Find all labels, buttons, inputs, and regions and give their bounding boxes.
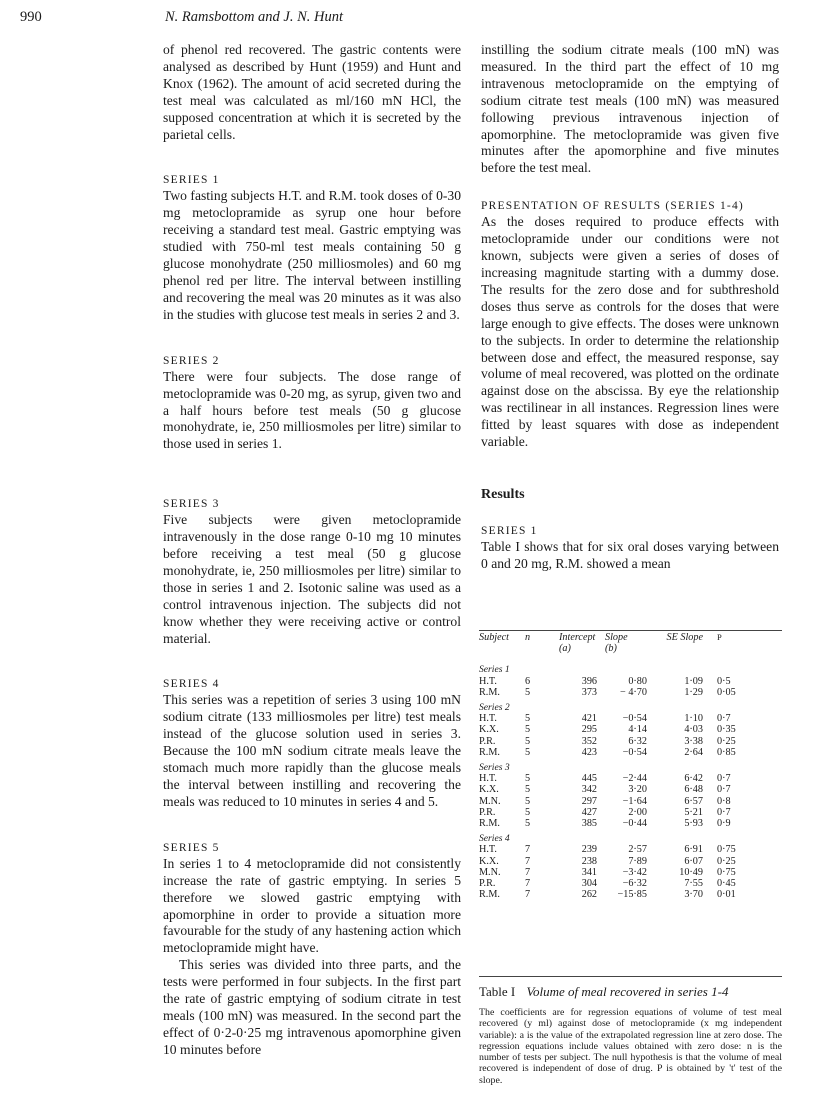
cell-p: 0·7 [717,806,731,818]
cell-se-slope: 1·29 [684,686,703,698]
cell-subject: K.X. [479,784,499,796]
table-row [479,807,782,818]
col-intercept-label: Intercept [559,632,596,643]
cell-slope: 7·89 [628,855,647,867]
cell-p: 0·25 [717,735,736,747]
cell-p: 0·75 [717,844,736,856]
table-footnote-text: The coefficients are for regression equations of volume of test meal recovered (y ml) against dose of metoclopramide (x mg independent variable): a is the value of the extrapolated regression line at zero dose. The regression equations include values obtained with zero dose: n is the number of tests per subject. The null hypothesis is that the volume of meal recovered is independent of dose of drug. P is obtained by 't' test of the slope. [479,1007,782,1086]
cell-intercept: 295 [581,724,597,736]
cell-intercept: 352 [581,735,597,747]
table-1 [479,632,782,900]
cell-intercept: 342 [581,784,597,796]
cell-subject: M.N. [479,866,501,878]
cell-se-slope: 1·09 [684,675,703,687]
cell-subject: R.M. [479,818,500,830]
cell-slope: 2·00 [628,806,647,818]
table-row [479,736,782,747]
cell-intercept: 396 [581,675,597,687]
right-column [481,42,779,573]
cell-n: 7 [525,878,531,890]
series3-heading: SERIES 3 [163,498,220,511]
series5-paragraph-2: This series was divided into three parts, and the tests were performed in four subjects. In the first part the rate of gastric emptying of sodium citrate in test meals (100 mN) was measured. In the second part the effect of 0·2-0·25 mg intravenous apomorphine given 10 minutes before [163,957,461,1057]
cell-n: 5 [525,773,531,785]
cell-slope: −0·54 [622,713,647,725]
series4-paragraph: This series was a repetition of series 3 using 100 mN sodium citrate (133 milliosmoles per litre) test meals instead of the glucose solution used in series 3. Because the 100 mN sodium citrate meals leave the stomach much more rapidly than the glucose meals the interval between instilling and recovering the meals was reduced to 10 minutes in series 4 and 5. [163,692,461,809]
col-p: P [717,632,722,642]
table-group-label: Series 1 [479,664,510,676]
cell-slope: −6·32 [622,878,647,890]
cell-n: 5 [525,686,531,698]
table-header-row [479,632,782,654]
cell-se-slope: 6·91 [684,844,703,856]
cell-intercept: 239 [581,844,597,856]
col-slope-sub: (b) [605,643,617,655]
cell-se-slope: 5·93 [684,818,703,830]
table-bottom-rule [479,976,782,977]
cell-se-slope: 3·70 [684,889,703,901]
cell-subject: R.M. [479,889,500,901]
cell-intercept: 421 [581,713,597,725]
table-row [479,747,782,758]
cell-se-slope: 6·42 [684,773,703,785]
results-heading: Results [481,486,525,502]
col-slope-label: Slope [605,632,628,643]
page-number: 990 [20,9,42,25]
running-authors: N. Ramsbottom and J. N. Hunt [165,9,344,25]
cell-slope: −15·85 [617,889,647,901]
left-column [163,42,461,1059]
cell-slope: 4·14 [628,724,647,736]
results-series1-heading: SERIES 1 [481,524,538,537]
cell-n: 5 [525,724,531,736]
cell-p: 0·8 [717,795,731,807]
cell-se-slope: 1·10 [684,713,703,725]
table-group-label: Series 2 [479,702,510,714]
series1-paragraph: Two fasting subjects H.T. and R.M. took doses of 0-30 mg metoclopramide as syrup one hour before receiving a standard test meal. Gastric emptying was studied with 750-ml test meals containing 50 g glucose monohydrate (250 milliosmoles) and 60 mg phenol red per litre. The interval between instilling and recovering the meal was 20 minutes as it was also in the studies with glucose test meals in series 2 and 3. [163,188,461,322]
table-row [479,676,782,687]
running-header [20,9,344,26]
results-series1-paragraph: Table I shows that for six oral doses varying between 0 and 20 mg, R.M. showed a mean [481,538,779,571]
table-footnote [479,1007,782,1086]
table-row [479,796,782,807]
cell-subject: P.R. [479,878,496,890]
intro-paragraph: of phenol red recovered. The gastric contents were analysed as described by Hunt (1959) and Hunt and Knox (1962). The amount of acid secreted during the test meal was calculated as ml/160 mN HCl, the supposed concentration at which it is secreted by the parietal cells. [163,42,461,142]
series5-paragraph: In series 1 to 4 metoclopramide did not consistently increase the rate of gastric emptying. In series 5 therefore we slowed gastric emptying with apomorphine in order to provide a situation more favourable for the study of any hastening action which metoclopramide might have. [163,855,461,956]
cell-intercept: 262 [581,889,597,901]
col-se-slope: SE Slope [666,632,703,643]
presentation-heading: PRESENTATION OF RESULTS (SERIES 1-4) [481,200,744,213]
cell-p: 0·01 [717,889,736,901]
cell-n: 7 [525,855,531,867]
cell-se-slope: 10·49 [679,866,703,878]
presentation-paragraph: As the doses required to produce effects with metoclopramide under our conditions were not known, subjects were given a series of doses of increasing magnitude starting with a dummy dose. The results for the zero dose and for subthreshold doses thus serve as controls for the doses that were large enough to give effects. The doses were unknown to the subjects. In order to determine the relationship between dose and effect, the measured response, say volume of meal recovered, was plotted on the ordinate against dose on the abscissa. By eye the relationship was rectilinear in all instances. Regression lines were fitted by least squares with dose as independent variable. [481,214,779,450]
table-group-label: Series 3 [479,762,510,774]
cell-slope: −0·54 [622,746,647,758]
cell-intercept: 304 [581,878,597,890]
cell-subject: R.M. [479,686,500,698]
table-group-row [479,698,782,713]
cell-p: 0·25 [717,855,736,867]
table-row [479,818,782,829]
cell-p: 0·75 [717,866,736,878]
cell-subject: P.R. [479,806,496,818]
cell-n: 5 [525,735,531,747]
cell-n: 7 [525,844,531,856]
series3-paragraph: Five subjects were given metoclopramide intravenously in the dose range 0-10 mg 10 minutes before receiving a test meal (50 g glucose monohydrate, ie, 250 milliosmoles per litre) similar to those in series 1 and 2. Isotonic saline was used as a control intravenous injection. The subjects did not know whether they were receiving active or control material. [163,512,461,646]
cell-slope: −1·64 [622,795,647,807]
cell-subject: H.T. [479,773,497,785]
cell-slope: 2·57 [628,844,647,856]
cell-slope: 3·20 [628,784,647,796]
cell-intercept: 297 [581,795,597,807]
cell-subject: R.M. [479,746,500,758]
table-group-label: Series 4 [479,833,510,845]
table-row [479,773,782,784]
cell-intercept: 238 [581,855,597,867]
cell-n: 7 [525,866,531,878]
table-row [479,724,782,735]
cell-slope: −0·44 [622,818,647,830]
cell-intercept: 445 [581,773,597,785]
cell-p: 0·35 [717,724,736,736]
series2-paragraph: There were four subjects. The dose range of metoclopramide was 0-20 mg, as syrup, given two and a half hours before test meals (50 g glucose monohydrate, ie, 250 milliosmoles per litre) similar to those used in series 1. [163,368,461,452]
table-row [479,878,782,889]
cell-slope: 0·80 [628,675,647,687]
cell-subject: H.T. [479,844,497,856]
cell-n: 5 [525,818,531,830]
table-group-row [479,660,782,675]
cell-subject: H.T. [479,713,497,725]
table-body [479,660,782,900]
cell-n: 5 [525,806,531,818]
table-row [479,844,782,855]
cell-se-slope: 7·55 [684,878,703,890]
series4-heading: SERIES 4 [163,678,220,691]
col-slope [597,632,647,654]
cell-intercept: 341 [581,866,597,878]
cell-intercept: 373 [581,686,597,698]
cell-subject: P.R. [479,735,496,747]
cell-subject: K.X. [479,724,499,736]
col-intercept-sub: (a) [559,643,571,655]
table-caption-title: Volume of meal recovered in series 1-4 [526,984,729,999]
cell-n: 5 [525,713,531,725]
table-group-row [479,829,782,844]
cell-p: 0·9 [717,818,731,830]
cell-intercept: 427 [581,806,597,818]
cell-se-slope: 4·03 [684,724,703,736]
cell-n: 5 [525,746,531,758]
cell-subject: M.N. [479,795,501,807]
table-caption-label: Table I [479,984,516,999]
cell-se-slope: 3·38 [684,735,703,747]
table-row [479,687,782,698]
series2-heading: SERIES 2 [163,354,220,367]
cell-p: 0·05 [717,686,736,698]
cell-se-slope: 6·57 [684,795,703,807]
cell-slope: −2·44 [622,773,647,785]
cell-p: 0·7 [717,784,731,796]
cell-intercept: 423 [581,746,597,758]
table-row [479,784,782,795]
series1-heading: SERIES 1 [163,174,220,187]
table-caption [479,984,728,1000]
cell-se-slope: 6·48 [684,784,703,796]
continuation-paragraph: instilling the sodium citrate meals (100 mN) was measured. In the third part the effect of 10 mg intravenous metoclopramide on the emptying of sodium citrate test meals (100 mN) was measured following previous intravenous injection of apomorphine. The metoclopramide was given five minutes after the apomorphine and five minutes before the test meal. [481,42,779,176]
col-intercept [555,632,597,654]
series5-heading: SERIES 5 [163,841,220,854]
col-n: n [525,632,531,643]
table-row [479,867,782,878]
cell-slope: −3·42 [622,866,647,878]
cell-p: 0·5 [717,675,731,687]
cell-se-slope: 5·21 [684,806,703,818]
col-subject: Subject [479,632,509,643]
cell-p: 0·45 [717,878,736,890]
table-row [479,889,782,900]
table-row [479,713,782,724]
cell-se-slope: 6·07 [684,855,703,867]
table-top-rule [479,630,782,631]
cell-slope: − 4·70 [620,686,647,698]
cell-subject: H.T. [479,675,497,687]
cell-intercept: 385 [581,818,597,830]
cell-se-slope: 2·64 [684,746,703,758]
cell-n: 5 [525,784,531,796]
cell-p: 0·85 [717,746,736,758]
cell-n: 7 [525,889,531,901]
cell-n: 6 [525,675,531,687]
table-row [479,856,782,867]
cell-n: 5 [525,795,531,807]
table-group-row [479,758,782,773]
cell-slope: 6·32 [628,735,647,747]
cell-p: 0·7 [717,773,731,785]
cell-subject: K.X. [479,855,499,867]
cell-p: 0·7 [717,713,731,725]
